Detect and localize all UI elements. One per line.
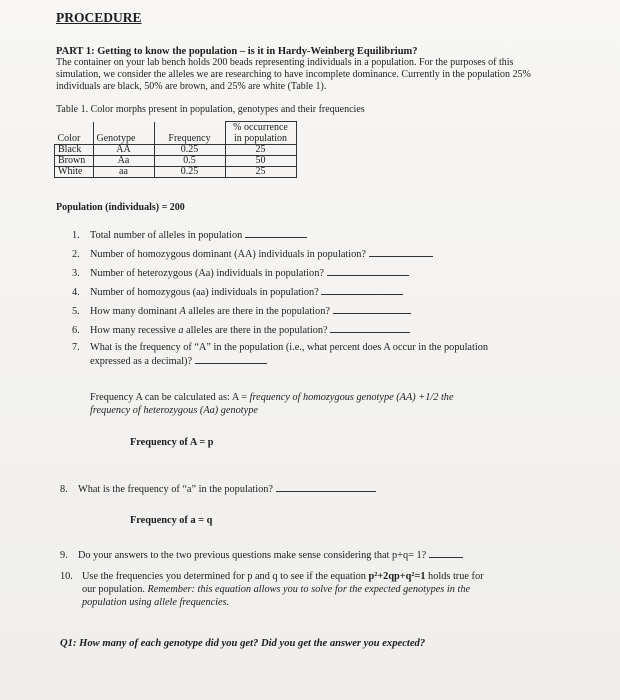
- table-cell: AA: [93, 145, 154, 156]
- table-cell: 0.25: [154, 167, 225, 178]
- table-cell: White: [55, 167, 94, 178]
- answer-blank[interactable]: [333, 304, 411, 314]
- table-cell: 25: [225, 167, 296, 178]
- intro-paragraph: The container on your lab bench holds 200 beads representing individuals in a population. For the purposes of this simulation, we consider the alleles we are researching to have incomplete dominance. Currently in the population 25% individuals are black, 50% are brown, and 25% are white (Table 1).: [56, 57, 531, 92]
- answer-blank[interactable]: [369, 247, 433, 257]
- answer-blank[interactable]: [276, 482, 376, 492]
- frequency-of-a: Frequency of a = q: [130, 515, 213, 526]
- table-cell: aa: [93, 167, 154, 178]
- header-color: Color: [55, 122, 94, 145]
- question-9: 9. Do your answers to the two previous questions make sense considering that p+q= 1?: [60, 548, 463, 562]
- answer-blank[interactable]: [330, 323, 410, 333]
- table-cell: Black: [55, 145, 94, 156]
- frequency-calc-note: Frequency A can be calculated as: A = frequency of homozygous genotype (AA) +1/2 the frequency of heterozygous (Aa) genotype: [90, 392, 454, 416]
- page-title: PROCEDURE: [56, 10, 142, 25]
- part-heading: PART 1: Getting to know the population – is it in Hardy-Weinberg Equilibrium?: [56, 46, 418, 57]
- question-7: 7. What is the frequency of “A” in the population (i.e., what percent does A occur in the population expressed as a decimal)?: [72, 342, 489, 367]
- question-6: 6. How many recessive a alleles are there in the population?: [72, 323, 410, 337]
- answer-blank[interactable]: [195, 354, 267, 364]
- question-4: 4. Number of homozygous (aa) individuals in population?: [72, 285, 403, 299]
- table-cell: 0.25: [154, 145, 225, 156]
- table-header-row: [55, 122, 297, 145]
- table-row: [55, 167, 297, 178]
- color-morph-table: [54, 121, 297, 178]
- table-cell: Brown: [55, 156, 94, 167]
- answer-blank[interactable]: [327, 266, 409, 276]
- header-genotype: Genotype: [93, 122, 154, 145]
- question-2: 2. Number of homozygous dominant (AA) individuals in population?: [72, 247, 433, 261]
- header-occurrence: % occurrence in population: [225, 122, 296, 145]
- table-cell: Aa: [93, 156, 154, 167]
- answer-blank[interactable]: [429, 548, 463, 558]
- table-caption: Table 1. Color morphs present in population, genotypes and their frequencies: [56, 104, 365, 115]
- table-cell: 50: [225, 156, 296, 167]
- question-q1: Q1: How many of each genotype did you get? Did you get the answer you expected?: [60, 638, 426, 649]
- frequency-of-A: Frequency of A = p: [130, 437, 214, 448]
- table-row: [55, 156, 297, 167]
- answer-blank[interactable]: [245, 228, 307, 238]
- question-5: 5. How many dominant A alleles are there in the population?: [72, 304, 411, 318]
- table-row: [55, 145, 297, 156]
- table-cell: 25: [225, 145, 296, 156]
- question-3: 3. Number of heterozygous (Aa) individuals in population?: [72, 266, 409, 280]
- question-10: 10. Use the frequencies you determined for p and q to see if the equation p²+2qp+q²=1 holds true for our population. Remember: this equation allows you to solve for the expected genotypes in the population using allele frequencies.: [60, 571, 484, 608]
- header-frequency: Frequency: [154, 122, 225, 145]
- table-cell: 0.5: [154, 156, 225, 167]
- answer-blank[interactable]: [321, 285, 403, 295]
- question-1: 1. Total number of alleles in population: [72, 228, 307, 242]
- population-size: Population (individuals) = 200: [56, 202, 185, 213]
- question-8: 8. What is the frequency of “a” in the population?: [60, 482, 376, 496]
